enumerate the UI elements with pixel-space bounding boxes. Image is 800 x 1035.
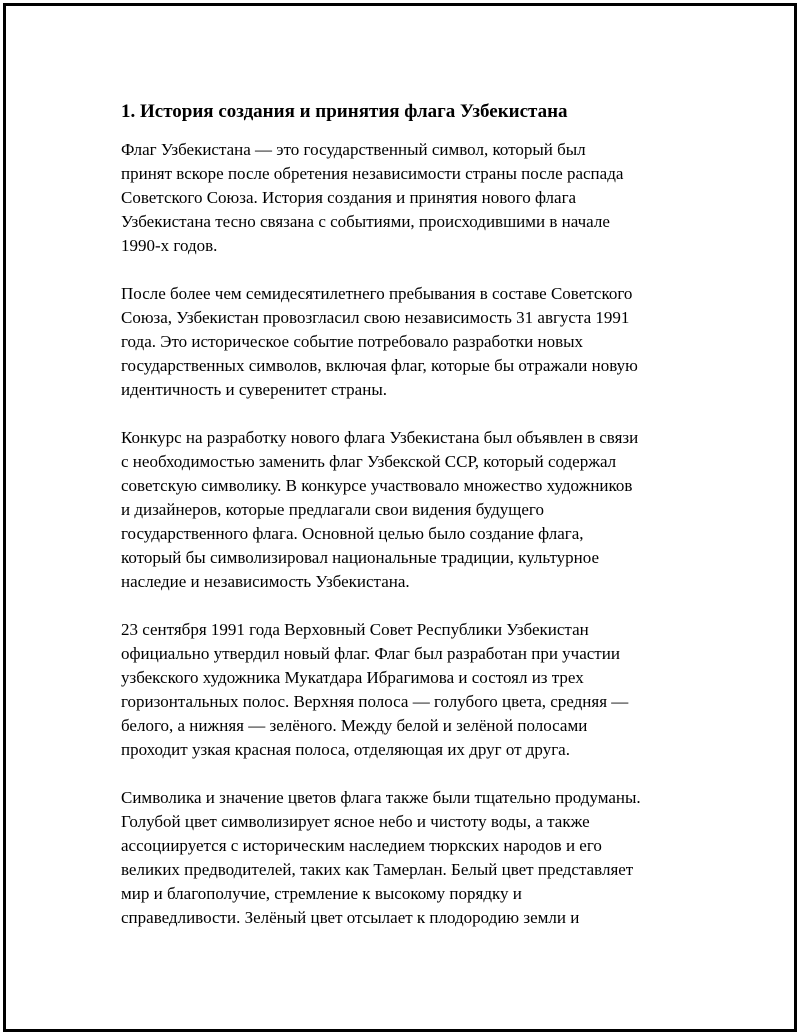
- text-line: великих предводителей, таких как Тамерлан. Белый цвет представляет: [121, 860, 634, 879]
- text-line: государственного флага. Основной целью было создание флага,: [121, 524, 584, 543]
- paragraph: [121, 138, 691, 258]
- text-line: года. Это историческое событие потребовало разработки новых: [121, 332, 584, 351]
- section-heading: 1. История создания и принятия флага Узбекистана: [121, 101, 568, 122]
- paragraph: [121, 786, 691, 930]
- text-line: узбекского художника Мукатдара Ибрагимова и состоял из трех: [121, 668, 584, 687]
- text-line: Узбекистана тесно связана с событиями, происходившими в начале: [121, 212, 610, 231]
- paragraph: [121, 282, 691, 402]
- text-line: который бы символизировал национальные традиции, культурное: [121, 548, 600, 567]
- text-line: с необходимостью заменить флаг Узбекской ССР, который содержал: [121, 452, 617, 471]
- text-line: наследие и независимость Узбекистана.: [121, 572, 410, 591]
- text-line: идентичность и суверенитет страны.: [121, 380, 387, 399]
- text-line: советскую символику. В конкурсе участвовало множество художников: [121, 476, 633, 495]
- text-line: официально утвердил новый флаг. Флаг был разработан при участии: [121, 644, 620, 663]
- text-line: 1990-х годов.: [121, 236, 218, 255]
- page-frame: [3, 3, 797, 1032]
- text-line: и дизайнеров, которые предлагали свои видения будущего: [121, 500, 544, 519]
- text-line: проходит узкая красная полоса, отделяющая их друг от друга.: [121, 740, 570, 759]
- text-line: Символика и значение цветов флага также были тщательно продуманы.: [121, 788, 641, 807]
- text-line: Голубой цвет символизирует ясное небо и чистоту воды, а также: [121, 812, 590, 831]
- text-line: Советского Союза. История создания и принятия нового флага: [121, 188, 577, 207]
- text-line: Флаг Узбекистана — это государственный символ, который был: [121, 140, 586, 159]
- text-line: Союза, Узбекистан провозгласил свою независимость 31 августа 1991: [121, 308, 630, 327]
- paragraph: [121, 618, 691, 762]
- text-line: государственных символов, включая флаг, которые бы отражали новую: [121, 356, 638, 375]
- paragraph: [121, 426, 691, 594]
- text-line: справедливости. Зелёный цвет отсылает к плодородию земли и: [121, 908, 580, 927]
- text-line: ассоциируется с историческим наследием тюркских народов и его: [121, 836, 602, 855]
- text-line: белого, а нижняя — зелёного. Между белой и зелёной полосами: [121, 716, 588, 735]
- text-line: Конкурс на разработку нового флага Узбекистана был объявлен в связи: [121, 428, 639, 447]
- text-line: 23 сентября 1991 года Верховный Совет Республики Узбекистан: [121, 620, 589, 639]
- document-content: [121, 98, 691, 954]
- paragraph-list: [121, 138, 691, 930]
- text-line: горизонтальных полос. Верхняя полоса — голубого цвета, средняя —: [121, 692, 629, 711]
- text-line: После более чем семидесятилетнего пребывания в составе Советского: [121, 284, 633, 303]
- text-line: принят вскоре после обретения независимости страны после распада: [121, 164, 624, 183]
- text-line: мир и благополучие, стремление к высокому порядку и: [121, 884, 522, 903]
